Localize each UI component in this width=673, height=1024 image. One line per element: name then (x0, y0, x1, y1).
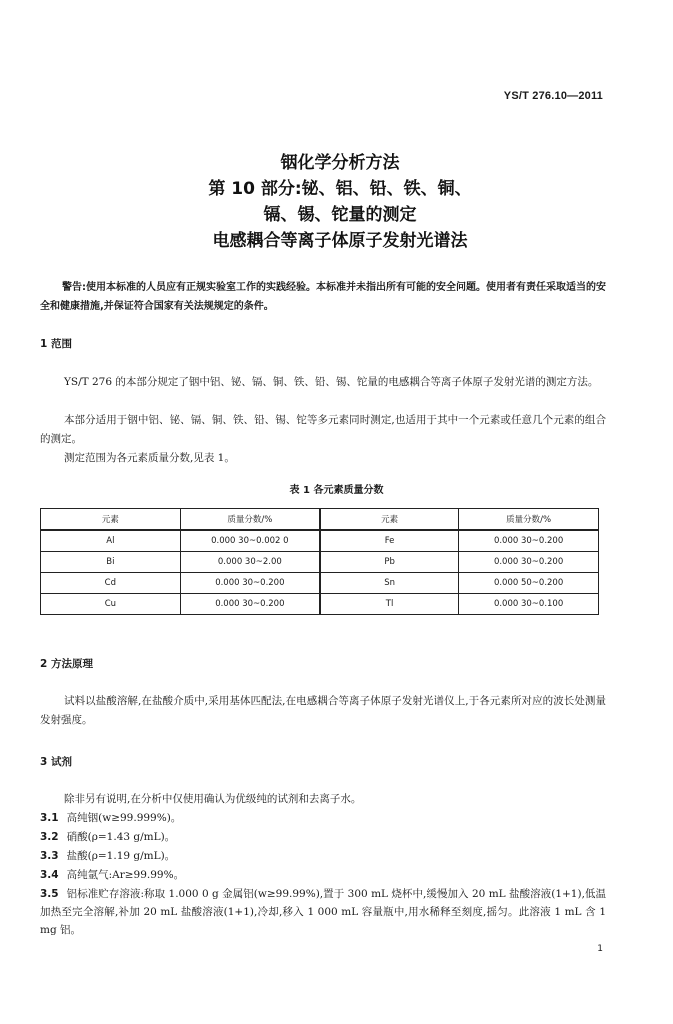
table-header-mass-fraction: 质量分数/% (180, 509, 320, 531)
reagent-number: 3.5 (40, 888, 59, 900)
page-number: 1 (597, 944, 603, 954)
title-line-4: 电感耦合等离子体原子发射光谱法 (212, 231, 468, 251)
reagent-text: 盐酸(ρ=1.19 g/mL)。 (66, 850, 176, 862)
table-cell: Fe (320, 530, 459, 552)
table-cell: Al (41, 530, 181, 552)
document-title (60, 150, 620, 254)
warning-notice: 警告:使用本标准的人员应有正规实验室工作的实践经验。本标准并未指出所有可能的安全问题。使用者有责任采取适当的安全和健康措施,并保证符合国家有关法规规定的条件。 (40, 282, 606, 312)
element-mass-fraction-table (40, 508, 599, 615)
reagent-text: 高纯氩气:Ar≥99.99%。 (66, 869, 185, 881)
table-header-row (41, 509, 599, 531)
table-cell: 0.000 30~0.200 (180, 573, 320, 594)
reagent-item (40, 885, 606, 939)
reagent-item (40, 866, 606, 884)
section-2-paragraph-1: 试料以盐酸溶解,在盐酸介质中,采用基体匹配法,在电感耦合等离子体原子发射光谱仪上,于各元素所对应的波长处测量发射强度。 (40, 695, 606, 726)
section-1-paragraph-3: 测定范围为各元素质量分数,见表 1。 (64, 452, 235, 464)
reagent-text: 高纯铟(w≥99.999%)。 (66, 812, 182, 824)
reagent-number: 3.2 (40, 831, 59, 843)
title-line-2: 第 10 部分:铋、铝、铅、铁、铜、 (208, 179, 472, 199)
table-cell: 0.000 30~0.002 0 (180, 530, 320, 552)
section-3-intro: 除非另有说明,在分析中仅使用确认为优级纯的试剂和去离子水。 (64, 793, 362, 805)
table-header-element: 元素 (41, 509, 181, 531)
reagent-item (40, 847, 606, 865)
table-header-mass-fraction: 质量分数/% (459, 509, 599, 531)
table-cell: Sn (320, 573, 459, 594)
reagent-item (40, 809, 606, 827)
title-line-1: 铟化学分析方法 (280, 153, 400, 173)
table-cell: 0.000 30~0.200 (459, 552, 599, 573)
table-cell: Cu (41, 594, 181, 615)
table-1-caption: 表 1 各元素质量分数 (289, 485, 384, 496)
section-2-heading: 2 方法原理 (40, 658, 93, 670)
reagent-item (40, 828, 606, 846)
table-row (41, 552, 599, 573)
table-row (41, 594, 599, 615)
table-cell: 0.000 30~2.00 (180, 552, 320, 573)
table-cell: 0.000 30~0.200 (459, 530, 599, 552)
table-cell: 0.000 30~0.200 (180, 594, 320, 615)
table-cell: 0.000 50~0.200 (459, 573, 599, 594)
section-1-paragraph-1: YS/T 276 的本部分规定了铟中铝、铋、镉、铜、铁、铅、锡、铊量的电感耦合等离子体原子发射光谱的测定方法。 (64, 376, 599, 388)
table-row (41, 530, 599, 552)
standard-code: YS/T 276.10—2011 (503, 90, 603, 102)
reagent-number: 3.1 (40, 812, 59, 824)
section-1-paragraph-2: 本部分适用于铟中铝、铋、镉、铜、铁、铅、锡、铊等多元素同时测定,也适用于其中一个元素或任意几个元素的组合的测定。 (40, 414, 606, 445)
reagent-text: 硝酸(ρ=1.43 g/mL)。 (66, 831, 176, 843)
reagent-number: 3.3 (40, 850, 59, 862)
table-header-element: 元素 (320, 509, 459, 531)
table-cell: Cd (41, 573, 181, 594)
table-cell: 0.000 30~0.100 (459, 594, 599, 615)
table-row (41, 573, 599, 594)
section-3-heading: 3 试剂 (40, 756, 72, 768)
table-cell: Tl (320, 594, 459, 615)
reagent-text: 铝标准贮存溶液:称取 1.000 0 g 金属铝(w≥99.99%),置于 300 mL 烧杯中,缓慢加入 20 mL 盐酸溶液(1+1),低温加热至完全溶解,补加 20 mL 盐酸溶液(1+1),冷却,移入 1 000 mL 容量瓶中,用水稀释至刻度,摇匀。此溶液 1 mL 含 1 mg 铝。 (40, 888, 606, 936)
section-1-heading: 1 范围 (40, 338, 72, 350)
table-cell: Bi (41, 552, 181, 573)
reagent-number: 3.4 (40, 869, 59, 881)
table-cell: Pb (320, 552, 459, 573)
title-line-3: 镉、锡、铊量的测定 (263, 205, 417, 225)
